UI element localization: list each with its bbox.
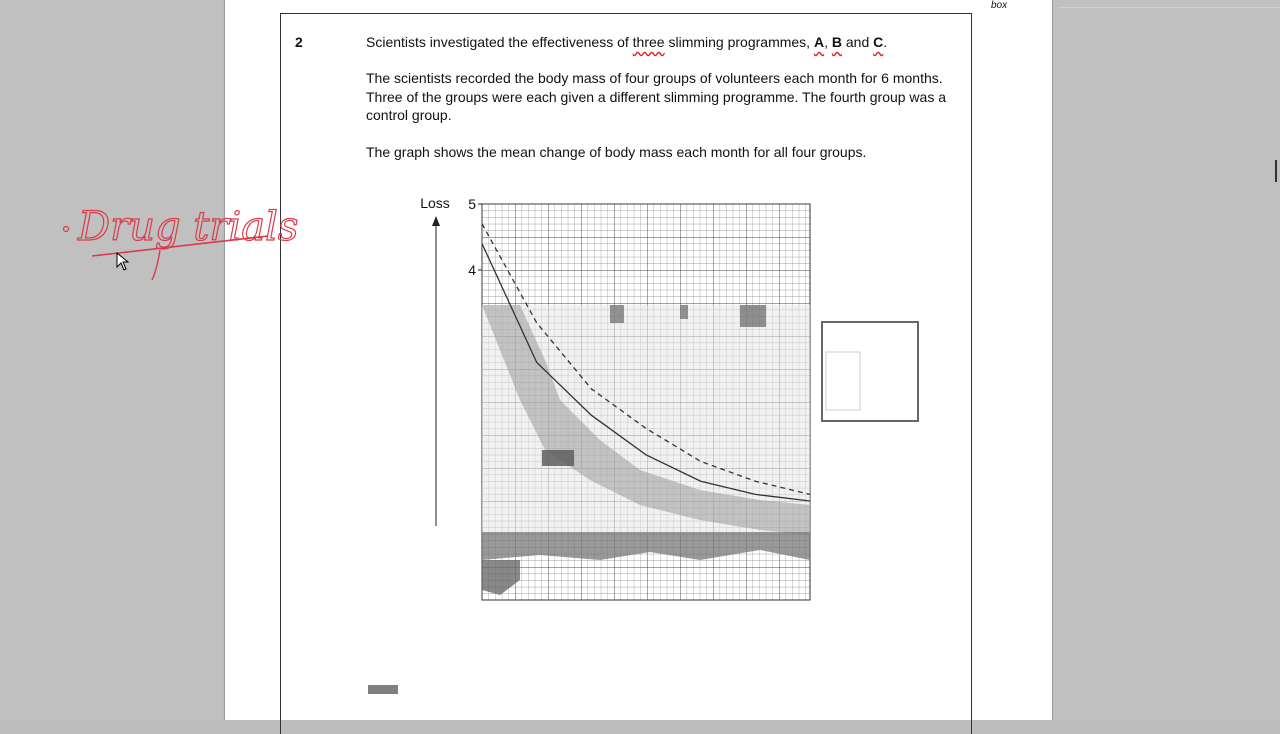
- intro-text-comma: ,: [824, 34, 832, 50]
- scan-artefact-top2: [680, 305, 688, 319]
- intro-text-2: slimming programmes,: [664, 34, 814, 50]
- scan-artefact-footer: [368, 685, 398, 694]
- handwritten-note: Drug trials: [78, 204, 299, 250]
- question-number: 2: [295, 34, 303, 50]
- margin-box-label: box: [991, 0, 1008, 11]
- programme-a-label: A: [813, 34, 825, 50]
- scan-artefact-top3: [740, 305, 766, 327]
- y-tick-label: 5: [468, 196, 476, 212]
- paragraph-methods: The scientists recorded the body mass of four groups of volunteers each month for 6 months. Three of the groups were each given a different slimming programme. The fourth group was a control group.: [366, 70, 947, 123]
- mouse-pointer-icon: [116, 252, 132, 272]
- scan-artefact-mid: [542, 450, 574, 466]
- intro-text-end: .: [883, 34, 888, 50]
- intro-text-1: Scientists investigated the effectiveness of: [366, 34, 633, 50]
- y-tick-label: 4: [468, 262, 476, 278]
- programme-c-label: C: [873, 34, 884, 50]
- paragraph-graph-intro: The graph shows the mean change of body mass each month for all four groups.: [366, 144, 867, 160]
- scan-artefact-top1: [610, 305, 624, 323]
- intro-text-three: three: [632, 34, 665, 50]
- y-axis-arrowhead: [432, 216, 440, 226]
- y-axis-label: Loss: [420, 195, 450, 211]
- answer-box: [822, 322, 918, 421]
- intro-text-and: and: [842, 34, 874, 50]
- programme-b-label: B: [831, 34, 842, 50]
